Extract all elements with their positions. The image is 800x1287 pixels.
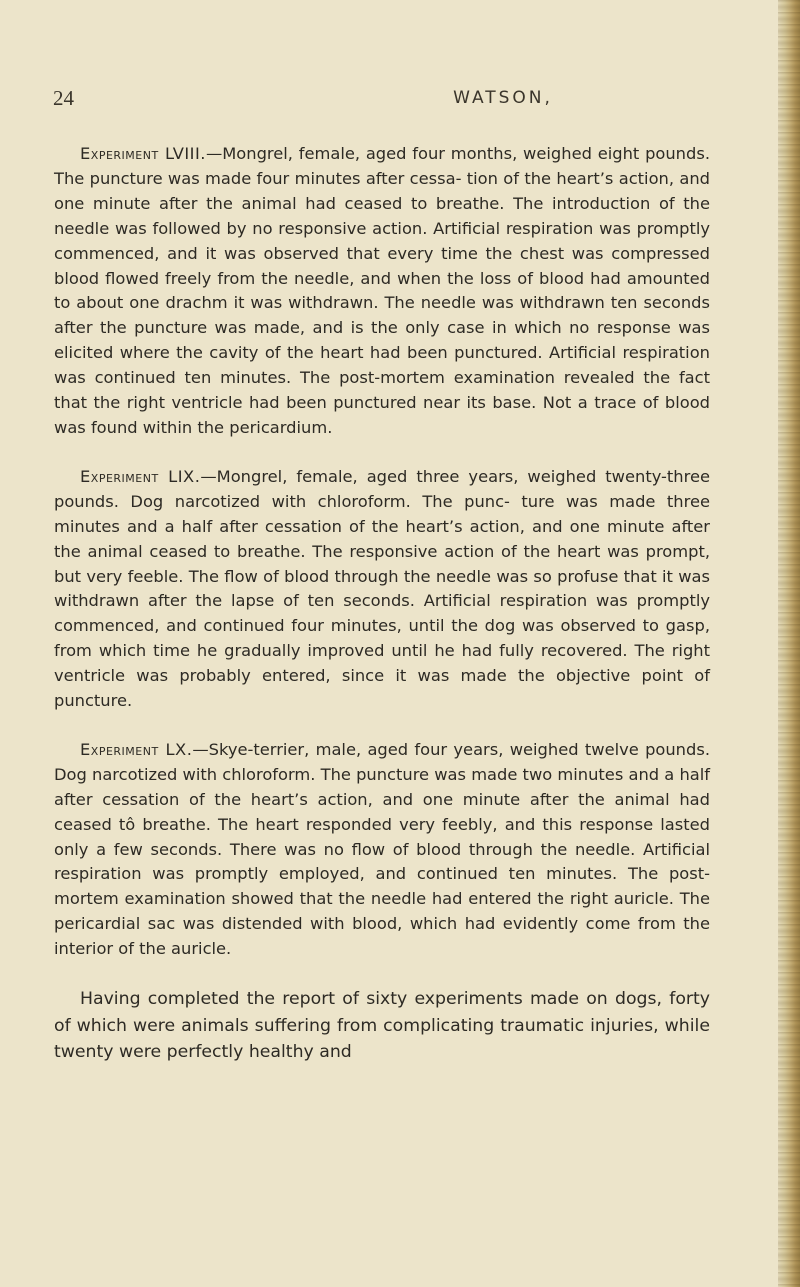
experiment-paragraph (54, 738, 710, 962)
experiment-text: —Mongrel, female, aged four months, weighed eight pounds. The puncture was made four minutes after cessa- tion of the heart’s action, and one minute after the animal had ceased to breathe. The introduction of the needle was followed by no responsive action. Artificial respiration was promptly commenced, and it was observed that every time the chest was compressed blood flowed freely from the needle, and when the loss of blood had amounted to about one drachm it was withdrawn. The needle was withdrawn ten seconds after the puncture was made, and is the only case in which no response was elicited where the cavity of the heart had been punctured. Artificial respiration was continued ten minutes. The post-mortem examination revealed the fact that the right ventricle had been punctured near its base. Not a trace of blood was found within the pericardium. (54, 144, 710, 437)
experiment-paragraph (54, 465, 710, 714)
page-number: 24 (53, 86, 74, 110)
closing-paragraph: Having completed the report of sixty experiments made on dogs, forty of which were animals suffering from complicating traumatic injuries, while twenty were perfectly healthy and (54, 989, 710, 1063)
experiment-label: Experiment LVIII. (80, 144, 206, 163)
experiment-label: Experiment LX. (80, 739, 193, 759)
experiment-text: —Mongrel, female, aged three years, weighed twenty-three pounds. Dog narcotized with chloroform. The punc- ture was made three minutes and a half after cessation of the heart’s action, and one minute after the animal ceased to breathe. The responsive action of the heart was prompt, but very feeble. The flow of blood through the needle was so profuse that it was withdrawn after the lapse of ten seconds. Artificial respiration was promptly commenced, and continued four minutes, until the dog was observed to gasp, from which time he gradually improved until he had fully recovered. The right ventricle was probably entered, since it was made the objective point of puncture. (54, 466, 710, 711)
page-header (53, 86, 753, 116)
experiment-paragraph (54, 142, 710, 441)
body-text (54, 142, 710, 1090)
experiment-text: —Skye-terrier, male, aged four years, weighed twelve pounds. Dog narcotized with chloroform. The puncture was made two minutes and a half after cessation of the heart’s action, and one minute after the animal had ceased tô breathe. The heart responded very feebly, and this response lasted only a few seconds. There was no flow of blood through the needle. Artificial respiration was promptly employed, and continued ten minutes. The post-mortem examination showed that the needle had entered the right auricle. The pericardial sac was distended with blood, which had evidently come from the interior of the auricle. (54, 739, 710, 959)
page-edge (778, 0, 800, 1287)
running-head: WATSON, (453, 88, 553, 108)
experiment-label: Experiment LIX. (80, 466, 201, 486)
